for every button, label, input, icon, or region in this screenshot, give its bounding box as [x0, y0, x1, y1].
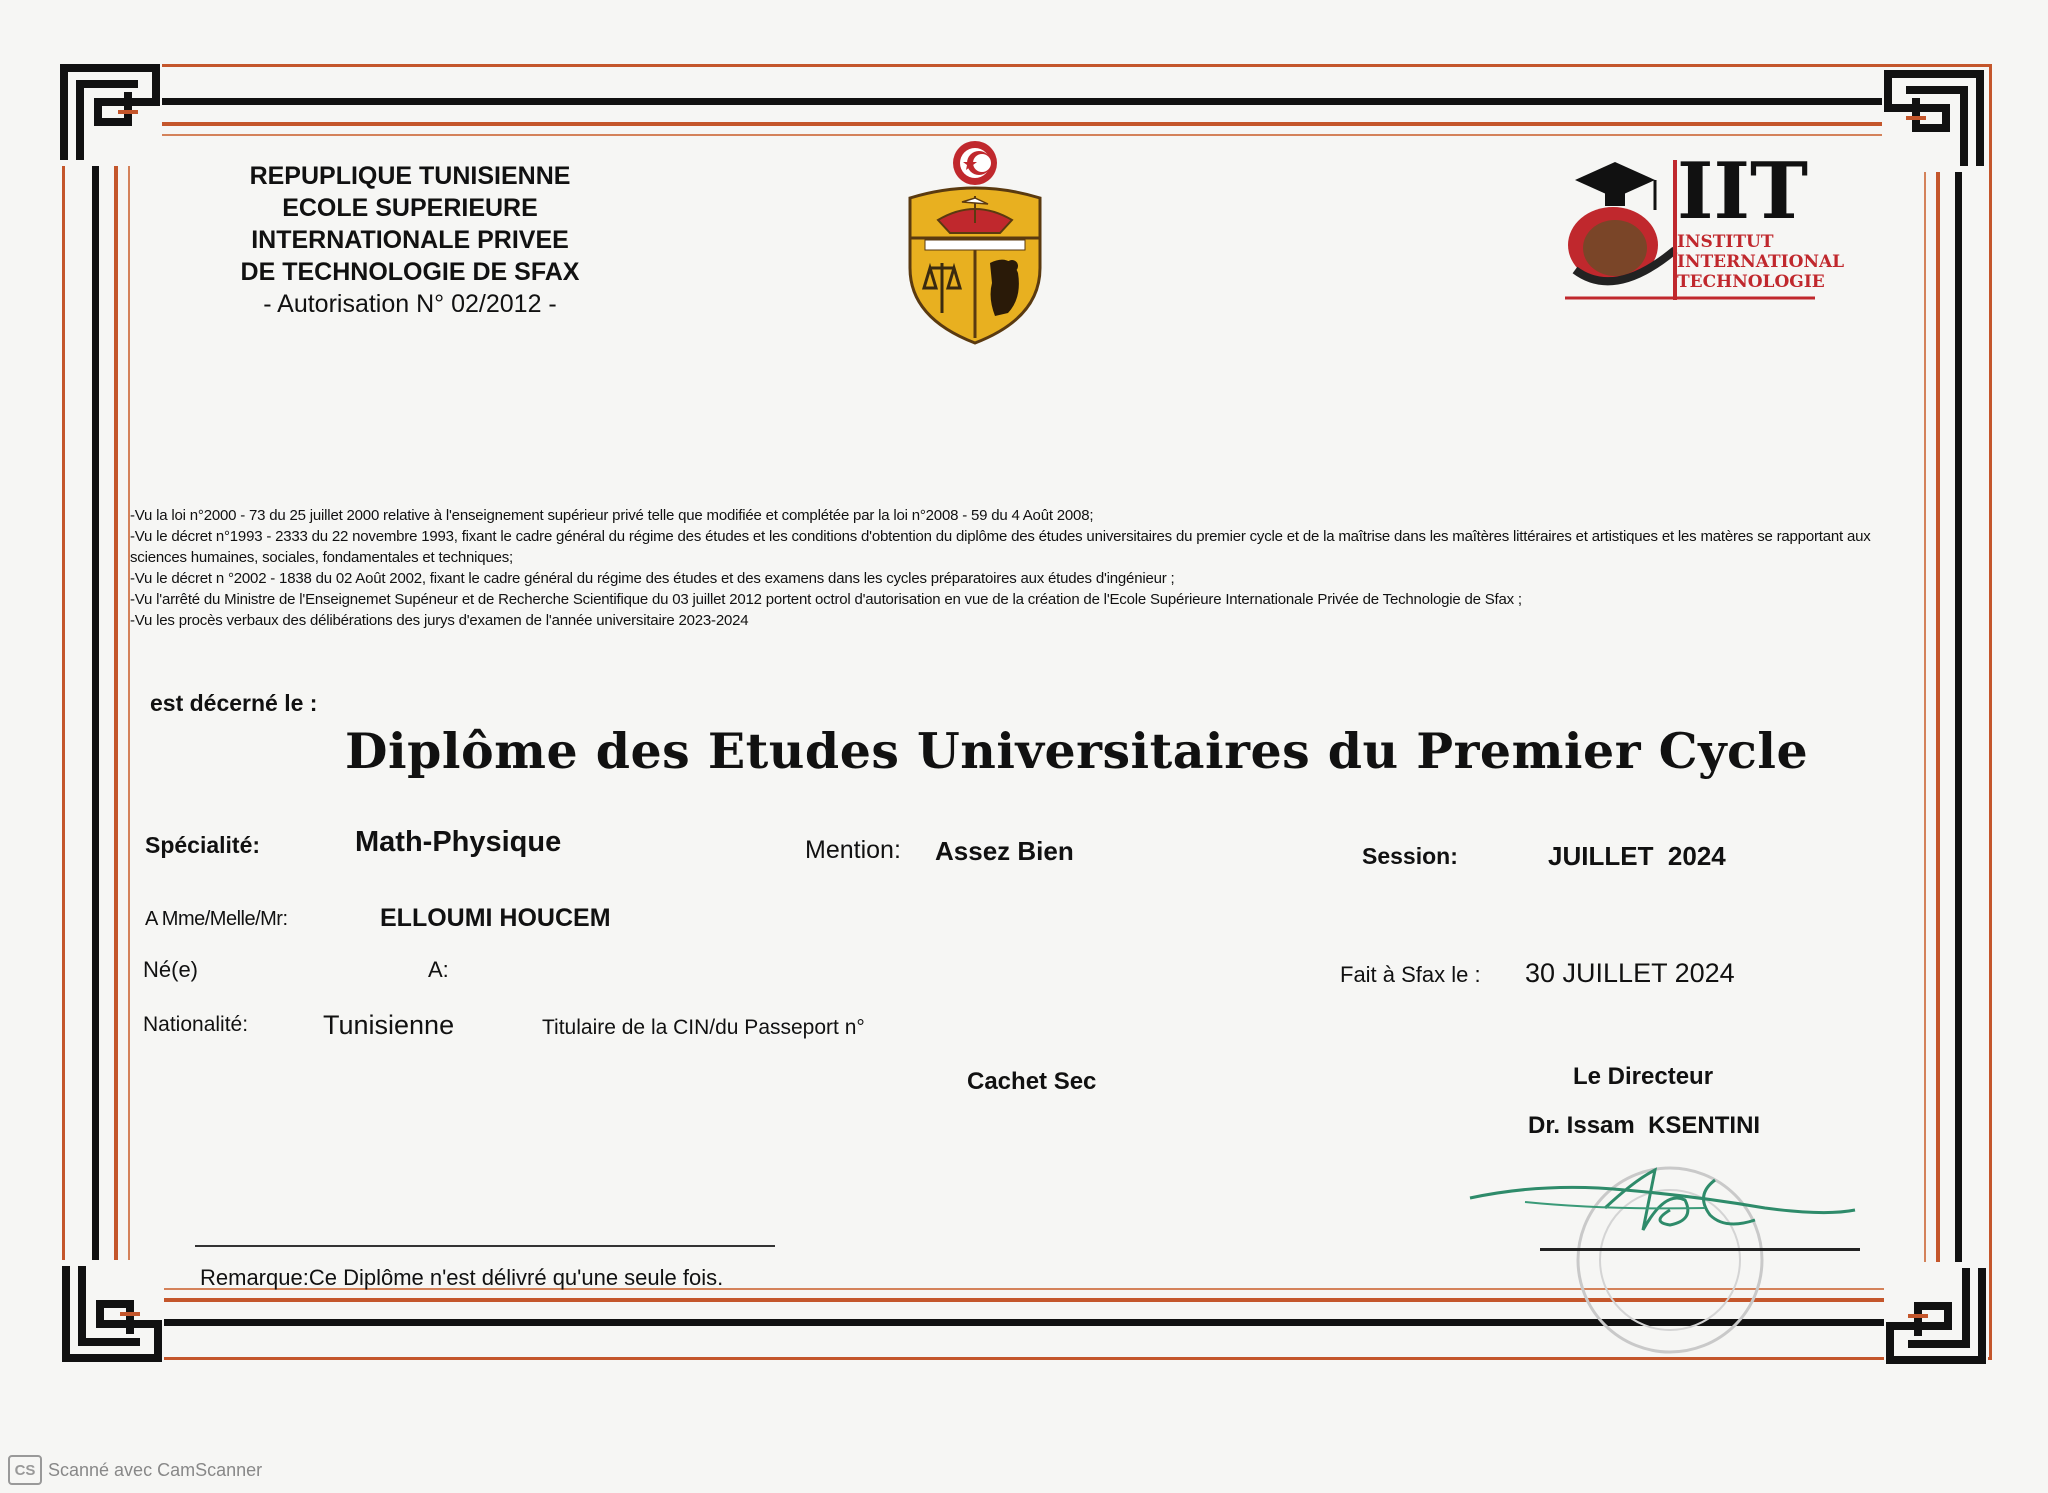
director-name: Dr. Issam KSENTINI: [1528, 1112, 1761, 1139]
signature-line: [1540, 1248, 1860, 1251]
nationality-value: Tunisienne: [323, 1010, 455, 1040]
legal-considerations: [130, 505, 1910, 631]
scanner-text: Scanné avec CamScanner: [48, 1459, 263, 1480]
holder-label: A Mme/Melle/Mr:: [145, 908, 288, 930]
consideration-item: -Vu le décret n°1993 - 2333 du 22 novembre 1993, fixant le cadre général du régime des études et les conditions d'obtention du diplôme des études universitaires du premier cycle et de la maîtrise dans les maîtères littéraires et artistiques et les matères se rapportant aux sciences humaines, sociales, fondamentales et techniques;: [130, 528, 1871, 566]
iit-brand: IIT: [1677, 146, 1809, 237]
specialty-label: Spécialité:: [145, 832, 261, 858]
session-value: JUILLET 2024: [1548, 841, 1726, 871]
header-line-1: REPUPLIQUE TUNISIENNE: [249, 162, 571, 190]
corner-ornament-bottom-right: [1884, 1262, 1988, 1366]
director-title: Le Directeur: [1573, 1063, 1714, 1090]
corner-ornament-top-right: [1882, 68, 1986, 172]
header-line-3: INTERNATIONALE PRIVEE: [251, 226, 569, 254]
id-document-label: Titulaire de la CIN/du Passeport n°: [542, 1016, 865, 1039]
mention-value: Assez Bien: [935, 836, 1074, 866]
specialty-value: Math-Physique: [355, 826, 562, 858]
authorization-number: - Autorisation N° 02/2012 -: [263, 290, 557, 318]
iit-logo: [1555, 146, 1855, 310]
born-label: Né(e): [143, 957, 199, 982]
header-line-4: DE TECHNOLOGIE DE SFAX: [240, 258, 580, 286]
consideration-item: -Vu les procès verbaux des délibérations des jurys d'examen de l'année universitaire 2023-2024: [130, 612, 749, 629]
iit-line-1: INSTITUT: [1677, 232, 1774, 252]
camscanner-logo-icon: CS: [8, 1455, 42, 1485]
coat-of-arms-icon: [900, 138, 1050, 348]
made-at-label: Fait à Sfax le :: [1340, 962, 1481, 987]
header-line-2: ECOLE SUPERIEURE: [282, 194, 538, 222]
dry-seal-label: Cachet Sec: [967, 1068, 1097, 1095]
mention-label: Mention:: [805, 836, 901, 864]
remark-divider: [195, 1245, 775, 1247]
diploma-title: Diplôme des Etudes Universitaires du Premier Cycle: [345, 722, 1809, 780]
institution-header: [210, 160, 610, 320]
scanner-watermark: [8, 1455, 262, 1485]
iit-line-3: TECHNOLOGIE: [1677, 272, 1825, 292]
consideration-item: -Vu le décret n °2002 - 1838 du 02 Août 2002, fixant le cadre général du régime des études et des examens dans les cycles préparatoires aux études d'ingénieur ;: [130, 570, 1175, 587]
nationality-label: Nationalité:: [143, 1013, 249, 1036]
awarded-label: est décerné le :: [150, 690, 318, 716]
director-signature-icon: [1465, 1150, 1865, 1260]
consideration-item: -Vu l'arrêté du Ministre de l'Enseignemet Supéneur et de Recherche Scientifique du 03 juillet 2012 portent octrol d'autorisation en vue de la création de l'Ecole Supérieure Internationale Privée de Technologie de Sfax ;: [130, 591, 1522, 608]
holder-value: ELLOUMI HOUCEM: [380, 904, 611, 932]
session-label: Session:: [1362, 843, 1458, 869]
corner-ornament-top-left: [58, 62, 162, 166]
iit-line-2: INTERNATIONAL: [1677, 252, 1845, 272]
birthplace-label: A:: [428, 957, 449, 982]
remark-text: Remarque:Ce Diplôme n'est délivré qu'une seule fois.: [200, 1265, 724, 1290]
made-at-date: 30 JUILLET 2024: [1525, 958, 1735, 988]
consideration-item: -Vu la loi n°2000 - 73 du 25 juillet 2000 relative à l'enseignement supérieur privé telle que modifiée et complétée par la loi n°2008 - 59 du 4 Août 2008;: [130, 507, 1094, 524]
corner-ornament-bottom-left: [60, 1260, 164, 1364]
